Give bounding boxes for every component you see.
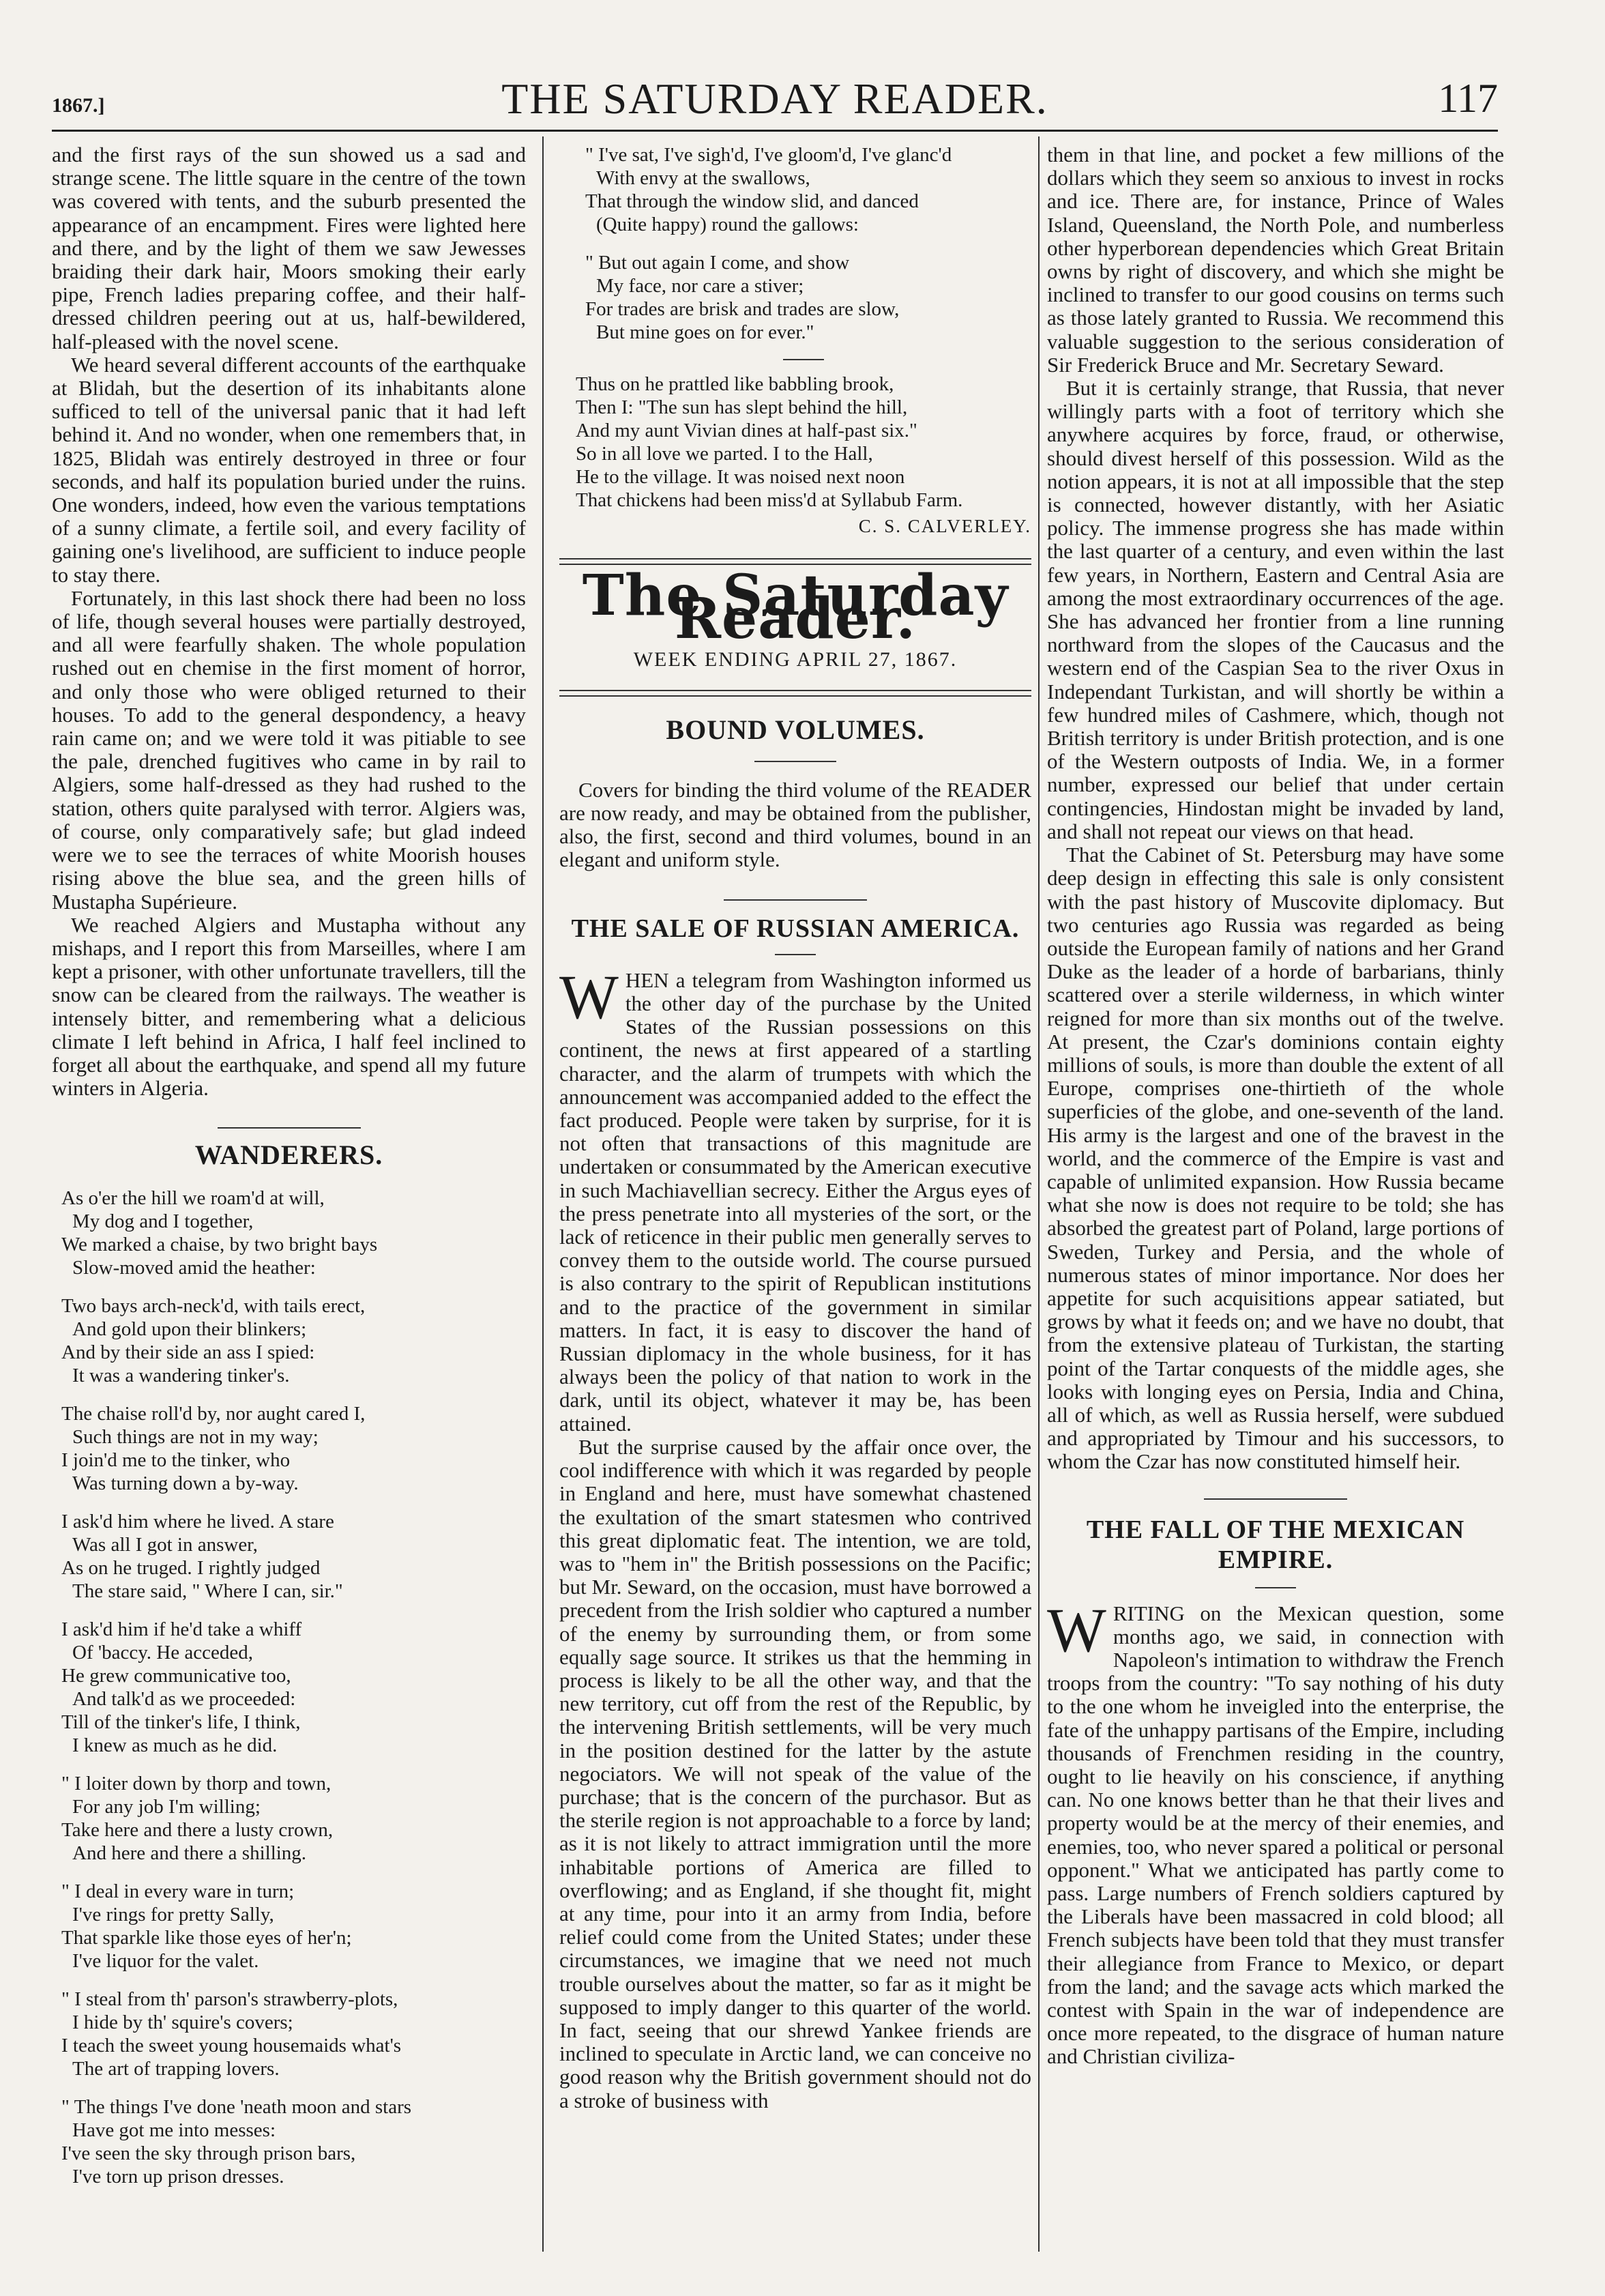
earthquake-paragraph-4: We reached Algiers and Mustapha without any mishaps, and I report this from Marseilles, where I am kept a prisoner, with other unfortunate travellers, till the snow can be cleared from the railways. The weather is intensely bitter, and remembering what a delicious climate I left behind in Africa, I half feel inclined to forget all about the earthquake, and spend all my future winters in Algeria. xyxy=(52,912,526,1101)
poem-line: I teach the sweet young housemaids what's xyxy=(61,2034,402,2057)
poem-line: " But out again I come, and show xyxy=(585,252,850,274)
stanza-rule xyxy=(783,359,824,360)
poem-stanza xyxy=(576,143,1031,236)
poem-line: For any job I'm willing; xyxy=(72,1795,261,1818)
bound-volumes-title: BOUND VOLUMES. xyxy=(666,714,925,745)
page-number: 117 xyxy=(1438,76,1498,121)
poem-line: And my aunt Vivian dines at half-past six." xyxy=(576,420,917,441)
poem-line: I've seen the sky through prison bars, xyxy=(61,2142,356,2164)
masthead xyxy=(52,68,1498,150)
column-divider-2 xyxy=(1038,136,1040,2252)
newspaper-title: THE SATURDAY READER. xyxy=(501,74,1048,123)
poem-line: Was turning down a by-way. xyxy=(72,1472,299,1494)
poem-line: The art of trapping lovers. xyxy=(72,2057,280,2080)
poem-line: We marked a chaise, by two bright bays xyxy=(61,1233,378,1255)
earthquake-paragraph-3: Fortunately, in this last shock there had been no loss of life, though several houses were partially destroyed, and all were fearfully shaken. The whole population rushed out en chemise in the first moment of horror, and only those who were obliged returned to their houses. To add to the general despondency, a heavy rain came on; and we were told it was pitiable to see the pale, drenched fugitives who came in by rail to Algiers, some half-dressed as they had rushed to the station, others quite paralysed with terror. Algiers was, of course, only comparatively safe; but glad indeed were we to see the terraces of white Moorish houses rising above the blue sea, and the green hills of Mustapha Supérieure. xyxy=(52,585,526,914)
poem-line: With envy at the swallows, xyxy=(596,167,810,189)
poem-line: My dog and I together, xyxy=(72,1210,254,1232)
poem-line: I ask'd him where he lived. A stare xyxy=(61,1510,334,1532)
poem-line: He to the village. It was noised next noon xyxy=(576,466,905,488)
wanderers-poem xyxy=(52,1187,526,2188)
poem-line: I join'd me to the tinker, who xyxy=(61,1449,291,1471)
poem-line: For trades are brisk and trades are slow, xyxy=(585,298,900,320)
poem-line: And here and there a shilling. xyxy=(72,1842,307,1864)
poem-line: " I loiter down by thorp and town, xyxy=(61,1772,332,1794)
poem-line: Then I: "The sun has slept behind the hill, xyxy=(576,396,908,418)
poem-stanza xyxy=(52,1880,526,1973)
poem-line: That sparkle like those eyes of her'n; xyxy=(61,1926,352,1949)
poem-line: And gold upon their blinkers; xyxy=(72,1318,307,1340)
drop-cap: W xyxy=(559,961,619,1032)
earthquake-paragraph-1: and the first rays of the sun showed us a sad and strange scene. The little square in the centre of the town was covered with tents, and the suburb presented the appearance of an encampment. Fires were lighted here and there, and by the light of them we saw Jewesses braiding their dark hair, Moors smoking their early pipe, French ladies preparing coffee, and their half-dressed children peering out at us, half-bewildered, half-pleased with the novel scene. xyxy=(52,143,526,353)
poem-stanza xyxy=(52,1510,526,1603)
poem-line: As on he truged. I rightly judged xyxy=(61,1556,321,1579)
poem-line: I've liquor for the valet. xyxy=(72,1949,259,1972)
poem-line: Till of the tinker's life, I think, xyxy=(61,1711,301,1733)
poem-stanza xyxy=(52,1294,526,1387)
poem-line: " I deal in every ware in turn; xyxy=(61,1880,295,1902)
paragraph-text: RITING on the Mexican question, some months ago, we said, in connection with Napoleon's intimation to withdraw the French troops from the country: "To say nothing of his duty to the one whom he inveigled into the enterprise, the fate of the unhappy partisans of the Empire, including thousands of Frenchmen residing in the country, ought to lie heavily on his conscience, if anything can. No one knows better than he that their lives and property would be at the mercy of their enemies, and enemies, too, who never spared a political or personal opponent." What we anticipated has partly come to pass. Large numbers of French soldiers captured by the Liberals have been massacred in cold blood; all French subjects have been told that they must transfer their allegiance from France to Mexico, or depart from the land; and the savage acts which marked the contest with Spain in the war of independence are once more repeated, to the disgrace of human nature and Christian civiliza- xyxy=(1047,1601,1504,2069)
poem-stanza xyxy=(52,1772,526,1865)
issue-date: 1867.] xyxy=(52,94,105,117)
poem-stanza xyxy=(576,373,1031,512)
poem-stanza xyxy=(576,251,1031,344)
wanderers-title: WANDERERS. xyxy=(194,1139,383,1171)
poem-line: I knew as much as he did. xyxy=(72,1734,278,1756)
poem-line: I hide by th' squire's covers; xyxy=(72,2011,293,2033)
poem-line: I've torn up prison dresses. xyxy=(72,2165,284,2188)
russian-america-paragraph-4: But it is certainly strange, that Russia, that never willingly parts with a foot of territory which she anywhere acquires by force, fraud, or otherwise, should divest herself of this possession. Wild as the notion appears, it is not at all impossible that the step is connected, however distantly, with her Asiatic policy. The immense progress she has made within the last quarter of a century, and even within the last few years, in Northern, Eastern and Central Asia are among the most extraordinary occurrences of the age. She has advanced her frontier from a line running northward from the slopes of the Caucasus and the western end of the Caspian Sea to the river Oxus in Independant Turkistan, and will shortly be within a few hundred miles of Cashmere, which, though not British territory is under British protection, and is one of the Western outposts of India. We, in a former number, expressed our belief that under certain contingencies, Hindostan might be invaded by land, and shall not repeat our views on that head. xyxy=(1047,376,1504,843)
russian-america-paragraph-2: But the surprise caused by the affair once over, the cool indifference with which it was regarded by people in England and here, must have somewhat chastened the exultation of the smart statesmen who contrived this great diplomatic feat. The intention, we are told, was to "hem in" the British possessions on the Pacific; but Mr. Seward, on the occasion, must have borrowed a precedent from the Irish soldier who captured a number of the enemy by surrounding them, or from some equally sage source. It strikes us that the hemming in process is likely to be all the other way, and that the new territory, cut off from the rest of the Republic, by the intervening British settlements, will be very much in the position destined for the latter by the astute negociators. We will not speak of the value of the purchase; that is the concern of the purchasor. But as the sterile region is not approachable to a force by land; as it is not likely to attract immigration until the more inhabitable portions of America are filled to overflowing; and as England, if she thought fit, might at any time, pour into it an army from India, before relief could come from the United States; under these circumstances, we imagine that we need not much trouble ourselves about the matter, so far as it might be supposed to imply danger to this quarter of the world. In fact, seeing that our shrewd Yankee friends are inclined to speculate in Arctic land, we can conceive no good reason why the British government should not do a stroke of business with xyxy=(559,1434,1031,2112)
poem-stanza xyxy=(52,1187,526,1279)
mexican-empire-paragraph-1 xyxy=(1047,1595,1504,2069)
poem-line: As o'er the hill we roam'd at will, xyxy=(61,1187,325,1209)
poem-author: C. S. CALVERLEY. xyxy=(858,516,1031,536)
earthquake-paragraph-2: We heard several different accounts of the earthquake at Blidah, but the desertion of its inhabitants alone sufficed to tell of the universal panic that it had left behind it. And no wonder, when one remembers that, in 1825, Blidah was entirely destroyed in three or four seconds, and half its population buried under the ruins. One wonders, indeed, how even the various temptations of a sunny climate, a fertile soil, and every facility of gaining one's livelihood, are sufficient to induce people to stay there. xyxy=(52,352,526,587)
masthead-double-rule xyxy=(559,690,1031,697)
poem-line: So in all love we parted. I to the Hall, xyxy=(576,443,873,465)
poem-stanza xyxy=(52,1618,526,1757)
poem-line: Two bays arch-neck'd, with tails erect, xyxy=(61,1294,366,1317)
poem-line: But mine goes on for ever." xyxy=(596,321,814,343)
russian-america-paragraph-3: them in that line, and pocket a few millions of the dollars which they seem so anxious to invest in rocks and ice. There are, for instance, Prince of Wales Island, Queensland, the North Pole, and numberless other hyperborean dependencies which Great Britain owns by right of discovery, and which she might be inclined to transfer to our good cousins on terms such as those lately granted to Russia. We recommend this valuable suggestion to the serious consideration of Sir Frederick Bruce and Mr. Secretary Seward. xyxy=(1047,143,1504,377)
column-3 xyxy=(1047,143,1504,2252)
column-2 xyxy=(559,143,1031,2252)
poem-line: I ask'd him if he'd take a whiff xyxy=(61,1618,302,1640)
poem-line: My face, nor care a stiver; xyxy=(596,275,804,297)
poem-line: And by their side an ass I spied: xyxy=(61,1341,315,1363)
poem-line: He grew communicative too, xyxy=(61,1664,291,1687)
poem-line: Such things are not in my way; xyxy=(72,1425,319,1448)
poem-line: " I steal from th' parson's strawberry-plots, xyxy=(61,1988,398,2010)
poem-line: Of 'baccy. He acceded, xyxy=(72,1641,253,1663)
russian-america-title: THE SALE OF RUSSIAN AMERICA. xyxy=(571,914,1020,943)
russian-america-paragraph-1 xyxy=(559,961,1031,1436)
russian-america-paragraph-5: That the Cabinet of St. Petersburg may have some deep design in effecting this sale is only consistent with the past history of Muscovite diplomacy. But two centuries ago Russia was regarded as being outside the European family of nations and her Grand Duke as the leader of a horde of barbarians, thinly scattered over a sterile wilderness, in which winter reigned for more than six months out of the twelve. At present, the Czar's dominions contain eighty millions of souls, is more than double the extent of all Europe, comprises one-thirtieth of the whole superficies of the globe, and one-seventh of the land. His army is the largest and one of the bravest in the world, and the commerce of the Empire is vast and capable of unlimited expansion. How Russia became what she now is does not require to be told; she has absorbed the greatest part of Poland, large portions of Sweden, Turkey and Persia, and the whole of numerous states of minor importance. Nor does her appetite for such acquisitions appear satiated, but grows by what it feeds on; and we have no doubt, that from the extensive plateau of Turkistan, the starting point of the Tartar conquests of the middle ages, she looks with longing eyes on Persia, India and China, all of which, as well as Russia herself, were subdued and appropriated by Timour and his successors, to whom the Czar has now constituted himself heir. xyxy=(1047,843,1504,1474)
poem-stanza xyxy=(52,1988,526,2080)
poem-line: Thus on he prattled like babbling brook, xyxy=(576,373,894,395)
poem-line: The chaise roll'd by, nor aught cared I, xyxy=(61,1402,366,1425)
poem-line: Slow-moved amid the heather: xyxy=(72,1256,316,1279)
poem-line: Take here and there a lusty crown, xyxy=(61,1818,334,1841)
column-divider-1 xyxy=(542,136,544,2252)
poem-line: (Quite happy) round the gallows: xyxy=(596,214,859,235)
poem-line: Have got me into messes: xyxy=(72,2119,276,2141)
poem-line: " The things I've done 'neath moon and stars xyxy=(61,2095,412,2118)
mexican-empire-title: THE FALL OF THE MEXICAN EMPIRE. xyxy=(1086,1515,1465,1574)
poem-line: Was all I got in answer, xyxy=(72,1533,258,1556)
paragraph-text: HEN a telegram from Washington informed us the other day of the purchase by the United States of the Russian possessions on this continent, the news at first appeared of a startling character, and the alarm of trumpets with which the announcement was accompanied added to the effect the fact produced. People were taken by surprise, for it is not often that transactions of this magnitude are undertaken or consummated by the American executive in such Machiavellian secrecy. Either the Argus eyes of the press penetrate into all mysteries of the sort, or the lack of reticence in their public men generally serves to convey them to the outside world. The course pursued is also contrary to the spirit of Republican institutions and to the practice of the government in similar matters. In fact, it is easy to discover the hand of Russian diplomacy in the whole business, for it has always been the policy of that nation to work in the dark, until its object, whatever it may be, has been attained. xyxy=(559,968,1031,1436)
bound-volumes-text: Covers for binding the third volume of the READER are now ready, and may be obtained from the publisher, also, the first, second and third volumes, bound in an elegant and uniform style. xyxy=(559,777,1031,872)
poem-line: I've rings for pretty Sally, xyxy=(72,1903,274,1926)
poem-line: It was a wandering tinker's. xyxy=(72,1364,290,1386)
poem-line: And talk'd as we proceeded: xyxy=(72,1687,296,1710)
poem-line: The stare said, " Where I can, sir." xyxy=(72,1580,343,1602)
poem-line: That chickens had been miss'd at Syllabub Farm. xyxy=(576,489,963,511)
masthead-rule xyxy=(52,130,1498,132)
drop-cap: W xyxy=(1047,1595,1106,1665)
week-ending: WEEK ENDING APRIL 27, 1867. xyxy=(633,648,958,671)
poem-line: " I've sat, I've sigh'd, I've gloom'd, I've glanc'd xyxy=(585,144,952,166)
poem-stanza xyxy=(52,1402,526,1495)
poem-line: That through the window slid, and danced xyxy=(585,190,919,212)
wanderers-poem-continued xyxy=(559,143,1031,538)
column-1 xyxy=(52,143,526,2252)
saturday-reader-blackletter: The Saturday Reader. xyxy=(582,563,1009,652)
poem-stanza xyxy=(52,2095,526,2188)
